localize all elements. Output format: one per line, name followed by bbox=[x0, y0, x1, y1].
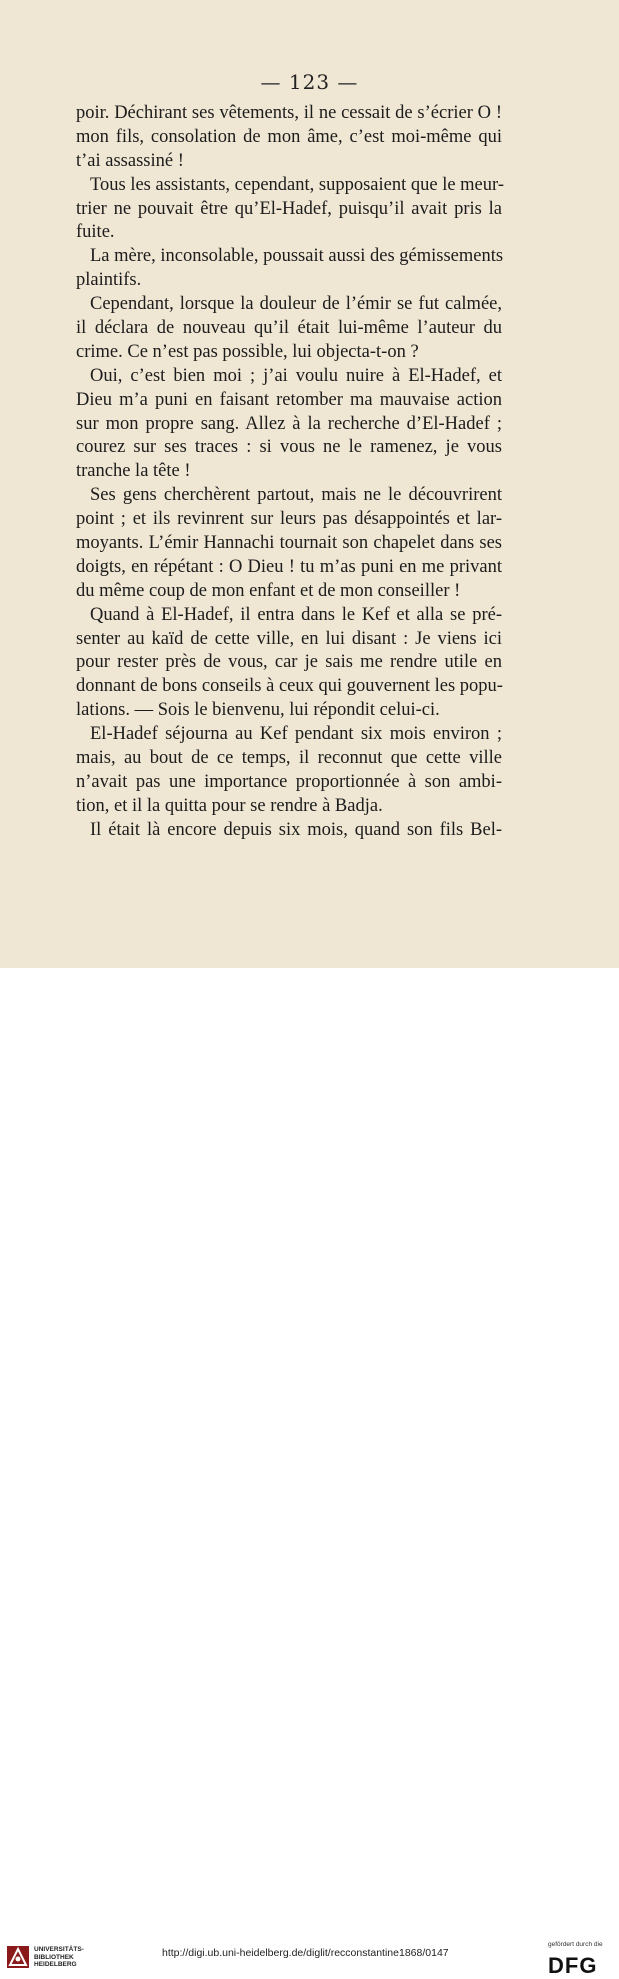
source-url-link[interactable]: http://digi.ub.uni-heidelberg.de/diglit/recconstantine1868/0147 bbox=[162, 1947, 449, 1959]
text-line: tion, et il la quitta pour se rendre à Badja. bbox=[76, 795, 383, 816]
library-name-line: BIBLIOTHEK bbox=[34, 1953, 74, 1961]
text-line: tranche la tête ! bbox=[76, 461, 191, 482]
text-line: trier ne pouvait être qu’El-Hadef, puisqu’il avait pris la bbox=[76, 198, 502, 219]
text-line: du même coup de mon enfant et de mon conseiller ! bbox=[76, 580, 461, 601]
library-name-line: UNIVERSITÄTS- bbox=[34, 1946, 84, 1953]
scanned-page bbox=[0, 0, 619, 968]
text-line: moyants. L’émir Hannachi tournait son chapelet dans ses bbox=[76, 533, 502, 554]
text-line: pour rester près de vous, car je sais me rendre utile en bbox=[76, 652, 502, 673]
text-line: crime. Ce n’est pas possible, lui objecta-t-on ? bbox=[76, 341, 419, 362]
text-line: n’avait pas une importance proportionnée à son ambi- bbox=[76, 771, 502, 792]
text-line: Il était là encore depuis six mois, quand son fils Bel- bbox=[90, 819, 502, 840]
text-line: t’ai assassiné ! bbox=[76, 150, 184, 171]
text-line: senter au kaïd de cette ville, en lui disant : Je viens ici bbox=[76, 628, 502, 649]
dfg-logo: DFG bbox=[548, 1953, 598, 1978]
text-line: La mère, inconsolable, poussait aussi des gémissements bbox=[90, 246, 504, 267]
page-number: — 123 — bbox=[260, 70, 359, 94]
funding-note: gefördert durch die bbox=[548, 1941, 603, 1948]
text-line: plaintifs. bbox=[76, 270, 142, 291]
text-line: doigts, en répétant : O Dieu ! tu m’as puni en me privant bbox=[76, 556, 502, 577]
viewer-footer bbox=[0, 968, 619, 1978]
text-line: mon fils, consolation de mon âme, c’est moi-même qui bbox=[76, 126, 502, 147]
text-line: Oui, c’est bien moi ; j’ai voulu nuire à El-Hadef, et bbox=[90, 365, 502, 386]
text-line: lations. — Sois le bienvenu, lui répondit celui-ci. bbox=[76, 700, 440, 721]
text-line: il déclara de nouveau qu’il était lui-même l’auteur du bbox=[76, 318, 502, 339]
university-library-logo-icon bbox=[6, 1945, 30, 1969]
text-line: Cependant, lorsque la douleur de l’émir se fut calmée, bbox=[90, 294, 502, 315]
body-text bbox=[76, 102, 502, 843]
text-line: Dieu m’a puni en faisant retomber ma mauvaise action bbox=[76, 389, 502, 410]
library-name-line: HEIDELBERG bbox=[34, 1961, 77, 1968]
text-line: donnant de bons conseils à ceux qui gouvernent les popu- bbox=[76, 676, 503, 697]
text-line: sur mon propre sang. Allez à la recherche d’El-Hadef ; bbox=[76, 413, 502, 434]
text-line: point ; et ils revinrent sur leurs pas désappointés et lar- bbox=[76, 509, 502, 530]
text-line: fuite. bbox=[76, 222, 115, 243]
text-line: courez sur ses traces : si vous ne le ramenez, je vous bbox=[76, 437, 502, 458]
text-line: mais, au bout de ce temps, il reconnut que cette ville bbox=[76, 748, 502, 769]
text-line: Quand à El-Hadef, il entra dans le Kef et alla se pré- bbox=[90, 604, 502, 625]
library-name bbox=[34, 1946, 84, 1969]
text-line: Ses gens cherchèrent partout, mais ne le découvrirent bbox=[90, 485, 502, 506]
text-line: Tous les assistants, cependant, supposaient que le meur- bbox=[90, 174, 504, 195]
text-line: poir. Déchirant ses vêtements, il ne cessait de s’écrier O ! bbox=[76, 103, 502, 123]
text-line: El-Hadef séjourna au Kef pendant six mois environ ; bbox=[90, 724, 502, 745]
